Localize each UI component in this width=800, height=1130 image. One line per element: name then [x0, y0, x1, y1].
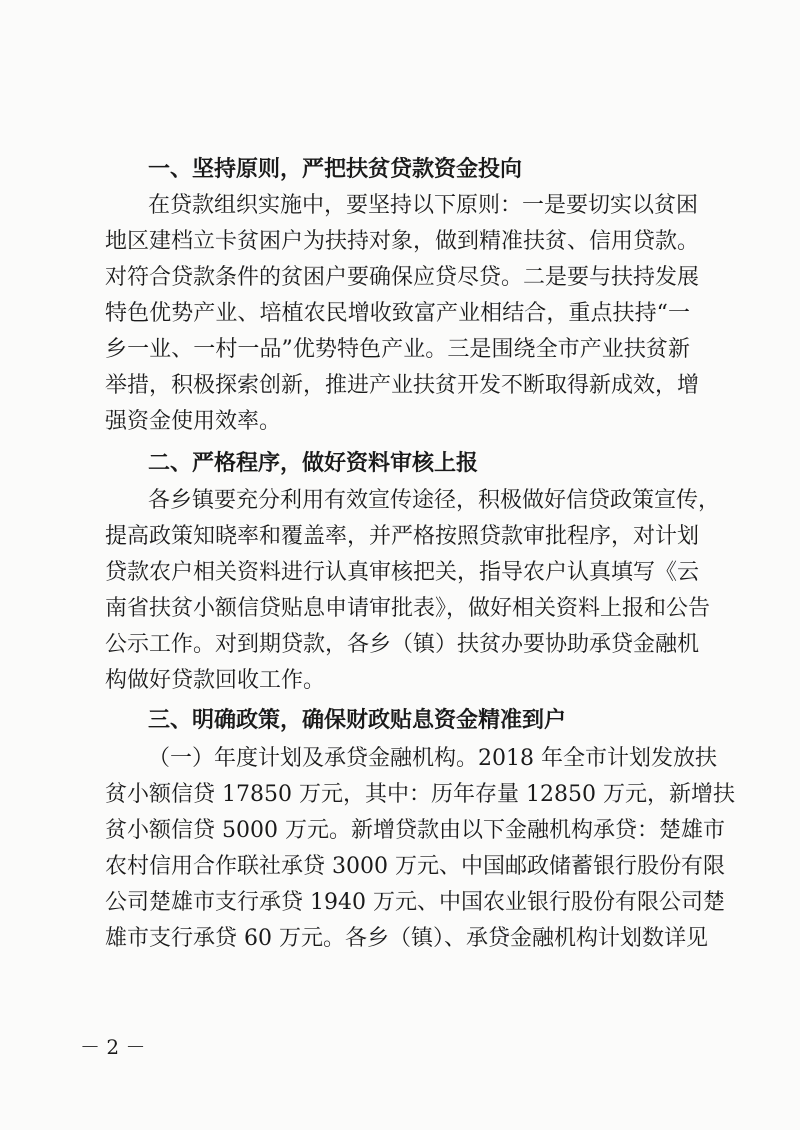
- section-2-line-5: 公示工作。对到期贷款，各乡（镇）扶贫办要协助承贷金融机: [105, 632, 700, 657]
- section-1-line-7: 强资金使用效率。: [105, 409, 282, 434]
- section-3-heading: 三、明确政策，确保财政贴息资金精准到户: [148, 708, 567, 733]
- section-2-line-2: 提高政策知晓率和覆盖率，并严格按照贷款审批程序，对计划: [105, 524, 700, 549]
- section-1-heading: 一、坚持原则，严把扶贫贷款资金投向: [148, 157, 523, 182]
- section-3-line-4: 农村信用合作联社承贷 3000 万元、中国邮政储蓄银行股份有限: [105, 854, 725, 879]
- section-1-line-5: 乡一业、一村一品”优势特色产业。三是围绕全市产业扶贫新: [105, 337, 690, 362]
- section-3-line-6: 雄市支行承贷 60 万元。各乡（镇）、承贷金融机构计划数详见: [105, 926, 708, 951]
- section-1-line-4: 特色优势产业、培植农民增收致富产业相结合，重点扶持“一: [105, 301, 690, 326]
- section-1-line-3: 对符合贷款条件的贫困户要确保应贷尽贷。二是要与扶持发展: [105, 265, 700, 290]
- page-number: － 2 －: [80, 1035, 146, 1059]
- section-1-line-6: 举措，积极探索创新，推进产业扶贫开发不断取得新成效，增: [105, 373, 700, 398]
- section-2-line-6: 构做好贷款回收工作。: [105, 668, 326, 693]
- section-1-line-1: 在贷款组织实施中，要坚持以下原则：一是要切实以贫困: [148, 193, 699, 218]
- section-2-line-3: 贷款农户相关资料进行认真审核把关，指导农户认真填写《云: [105, 560, 700, 585]
- section-3-line-5: 公司楚雄市支行承贷 1940 万元、中国农业银行股份有限公司楚: [105, 890, 725, 915]
- section-3-line-1: （一）年度计划及承贷金融机构。2018 年全市计划发放扶: [148, 746, 717, 771]
- section-1-line-2: 地区建档立卡贫困户为扶持对象，做到精准扶贫、信用贷款。: [105, 229, 700, 254]
- section-3-line-3: 贫小额信贷 5000 万元。新增贷款由以下金融机构承贷：楚雄市: [105, 818, 725, 843]
- section-2-line-1: 各乡镇要充分利用有效宣传途径，积极做好信贷政策宣传，: [148, 488, 721, 513]
- section-2-line-4: 南省扶贫小额信贷贴息申请审批表》，做好相关资料上报和公告: [105, 596, 711, 621]
- section-3-line-2: 贫小额信贷 17850 万元，其中：历年存量 12850 万元，新增扶: [105, 782, 735, 807]
- section-2-heading: 二、严格程序，做好资料审核上报: [148, 451, 479, 476]
